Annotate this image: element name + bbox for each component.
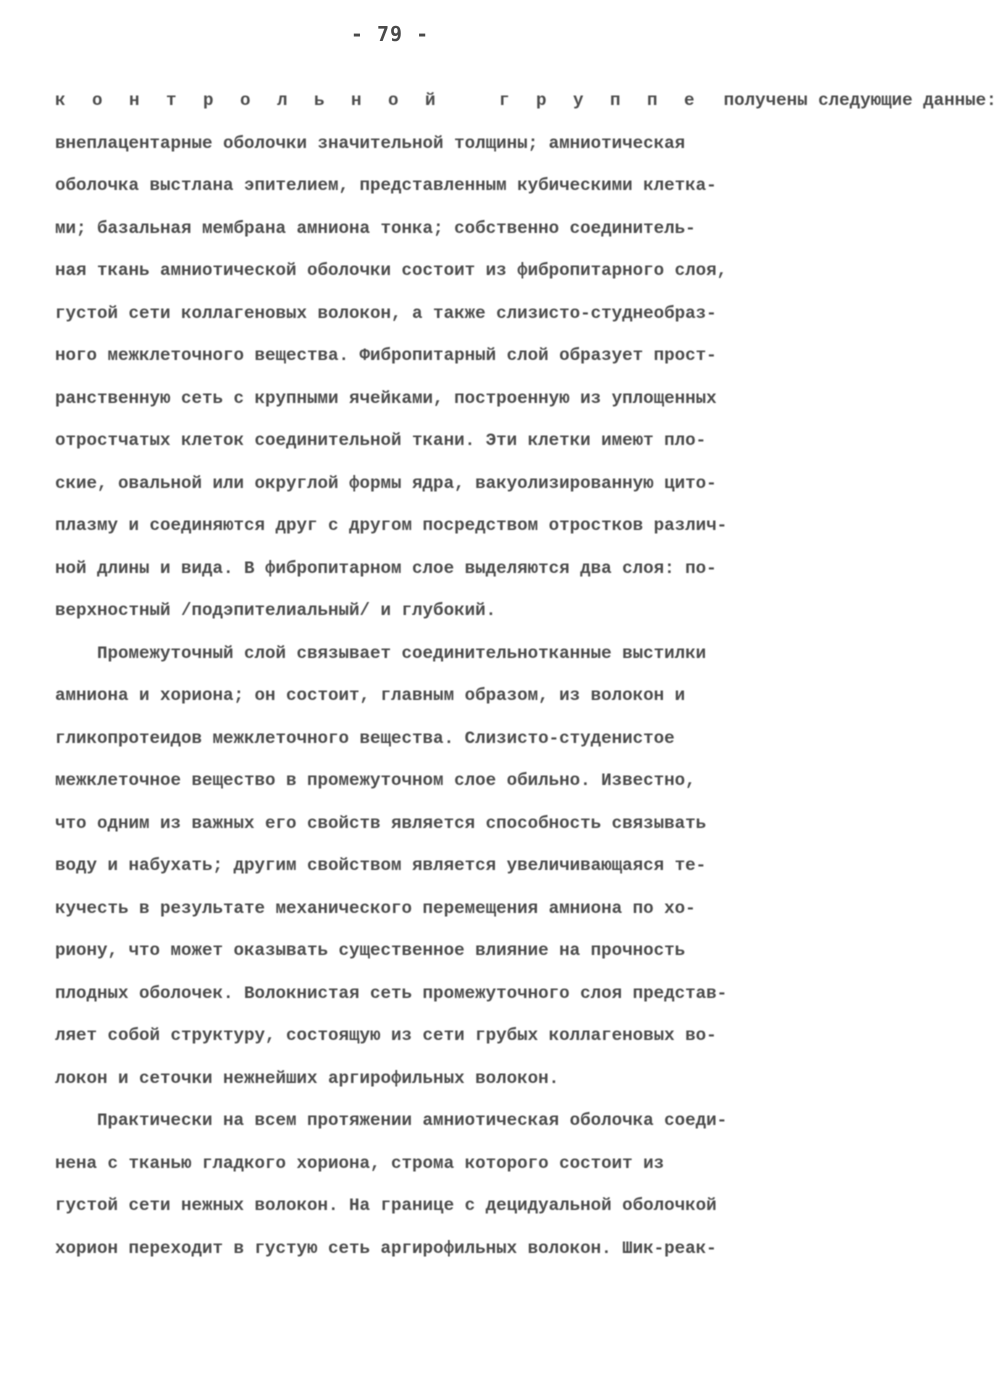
text-line: плодных оболочек. Волокнистая сеть промежуточного слоя представ-	[55, 983, 728, 1004]
text-line: ляет собой структуру, состоящую из сети грубых коллагеновых во-	[55, 1026, 717, 1046]
text-line: риону, что может оказывать существенное влияние на прочность	[55, 941, 686, 961]
text-line: верхностный /подэпителиальный/ и глубокий.	[55, 601, 497, 621]
text-line: амниона и хориона; он состоит, главным образом, из волокон и	[55, 686, 686, 706]
paragraph-start-line: Промежуточный слой связывает соединительнотканные выстилки	[55, 643, 707, 664]
text-line: нена с тканью гладкого хориона, строма которого состоит из	[55, 1153, 665, 1174]
text-line: ного межклеточного вещества. Фибропитарный слой образует прост-	[55, 346, 717, 366]
text-line: густой сети нежных волокон. На границе с децидуальной оболочкой	[55, 1196, 717, 1216]
text-line: гликопротеидов межклеточного вещества. Слизисто-студенистое	[55, 728, 675, 749]
text-line: хорион переходит в густую сеть аргирофильных волокон. Шик-реак-	[55, 1238, 717, 1259]
text-line: внеплацентарные оболочки значительной толщины; амниотическая	[55, 133, 686, 154]
text-line: воду и набухать; другим свойством является увеличивающаяся те-	[55, 856, 707, 876]
text-line: кучесть в результате механического перемещения амниона по хо-	[55, 898, 696, 919]
text-line: локон и сеточки нежнейших аргирофильных волокон.	[55, 1068, 560, 1089]
text-line: межклеточное вещество в промежуточном слое обильно. Известно,	[55, 771, 696, 791]
text-line: ранственную сеть с крупными ячейками, построенную из уплощенных	[55, 388, 717, 409]
text-line: ной длины и вида. В фибропитарном слое выделяются два слоя: по-	[55, 558, 717, 579]
body-text	[55, 80, 997, 1270]
text-line: плазму и соединяются друг с другом посредством отростков различ-	[55, 516, 728, 536]
page-number: - 79 -	[350, 22, 430, 46]
spaced-heading-word: к о н т р о л ь н о й г р у п п е	[55, 91, 703, 111]
text-line	[55, 80, 997, 123]
text-line: отростчатых клеток соединительной ткани. Эти клетки имеют пло-	[55, 431, 707, 451]
text-line: оболочка выстлана эпителием, представленным кубическими клетка-	[55, 176, 717, 196]
text-line: что одним из важных его свойств является способность связывать	[55, 813, 707, 834]
text-line-rest: получены следующие данные:	[702, 91, 997, 111]
text-line: ми; базальная мембрана амниона тонка; собственно соединитель-	[55, 218, 696, 239]
text-line: ная ткань амниотической оболочки состоит из фибропитарного слоя,	[55, 261, 728, 281]
text-line: ские, овальной или округлой формы ядра, вакуолизированную цито-	[55, 473, 717, 494]
text-line: густой сети коллагеновых волокон, а также слизисто-студнеобраз-	[55, 303, 717, 324]
paragraph-start-line: Практически на всем протяжении амниотическая оболочка соеди-	[55, 1111, 728, 1131]
